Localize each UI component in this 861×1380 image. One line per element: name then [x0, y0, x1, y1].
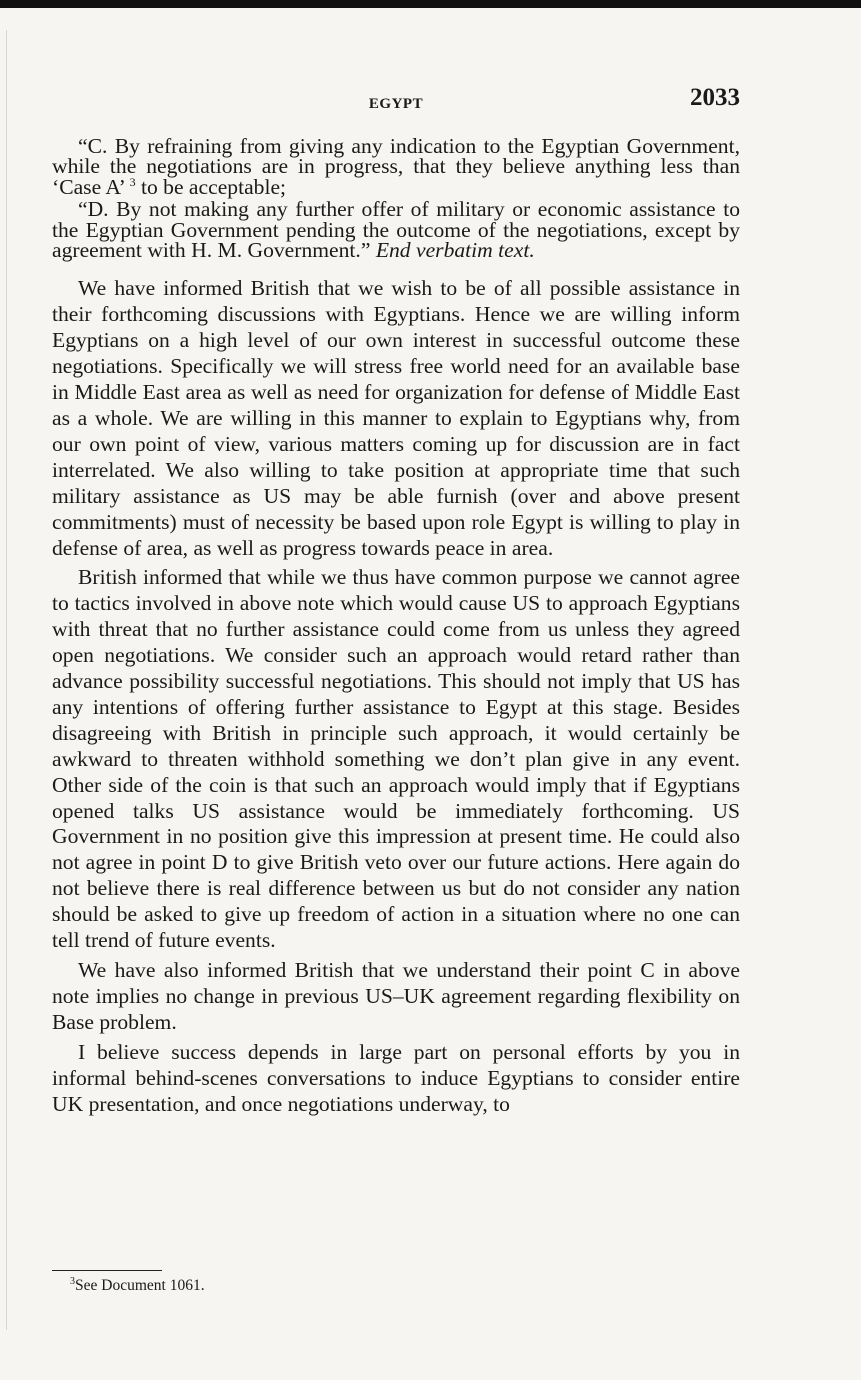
footnote-number: 3: [70, 1275, 75, 1287]
page-number: 2033: [690, 84, 740, 111]
footnote-text: See Document 1061.: [75, 1277, 205, 1294]
paragraph-point-c: We have also informed British that we understand their point C in above note implies no change in previous US–UK agreement regarding flexibility on Base problem.: [52, 958, 740, 1034]
quoted-point-d: [52, 197, 740, 263]
quoted-point-c-text: “C. By refraining from giving any indication to the Egyptian Government, while the negotiations are in progress, that they believe anything less than ‘Case A’: [52, 134, 740, 199]
paragraph-personal-efforts: I believe success depends in large part on personal efforts by you in informal behind-scenes conversations to induce Egyptians to consider entire UK presentation, and once negotiations underway, to: [52, 1039, 740, 1116]
footnote-rule: [52, 1270, 162, 1271]
end-verbatim-note: End verbatim text.: [375, 238, 535, 263]
quoted-point-c: [52, 136, 740, 197]
quoted-point-c-text-end: to be acceptable;: [135, 174, 287, 199]
top-edge-rule: [0, 0, 861, 8]
footnote: [70, 1277, 205, 1295]
footnote-reference: 3: [129, 174, 136, 189]
paragraph-tactics-disagreement: British informed that while we thus have common purpose we cannot agree to tactics involved in above note which would cause US to approach Egyptians with threat that no further assistance could come from us unless they agreed open negotiations. We consider such an approach would retard rather than advance possibility successful negotiations. This should not imply that US has any intentions of offering further assistance to Egypt at this stage. Besides disagreeing with British in principle such approach, it would certainly be awkward to threaten withhold something we don’t plan give in any event. Other side of the coin is that such an approach would imply that if Egyptians opened talks US assistance would be immediately forthcoming. US Government in no position give this impression at present time. He could also not agree in point D to give British veto over our future actions. Here again do not believe there is real difference between us but do not consider any nation should be asked to give up freedom of action in a situation where no one can tell trend of future events.: [52, 565, 740, 953]
page-header: [52, 84, 740, 120]
quoted-point-d-text: “D. By not making any further offer of military or economic assistance to the Egyptian Government pending the outcome of the negotiations, except by agreement with H. M. Government.”: [52, 197, 740, 263]
paragraph-informed-british: We have informed British that we wish to be of all possible assistance in their forthcoming discussions with Egyptians. Hence we are willing inform Egyptians on a high level of our own interest in successful outcome these negotiations. Specifically we will stress free world need for an available base in Middle East area as well as need for organization for defense of Middle East as a whole. We are willing in this manner to explain to Egyptians why, from our own point of view, various matters coming up for discussion are in fact interrelated. We also willing to take position at appropriate time that such military assistance as US may be able furnish (over and above present commitments) must of necessity be based upon role Egypt is willing to play in defense of area, as well as progress towards peace in area.: [52, 276, 740, 560]
page-left-edge: [6, 30, 7, 1330]
page-body: [52, 136, 740, 1117]
running-head: EGYPT: [368, 96, 424, 112]
